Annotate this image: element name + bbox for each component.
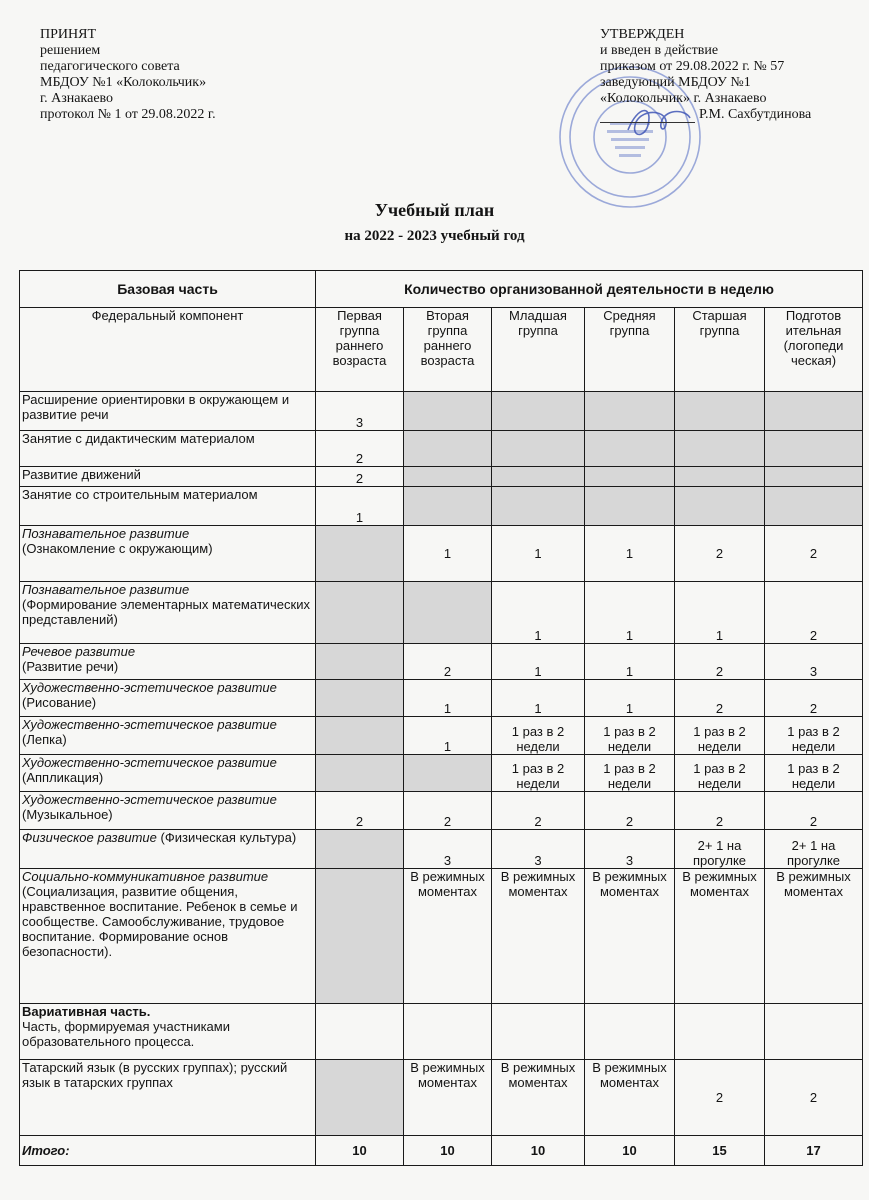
row-label-section: Вариативная часть.: [22, 1004, 151, 1019]
row-label: [20, 680, 316, 717]
group-header: Младшая группа: [492, 308, 585, 392]
cell-value: [585, 467, 675, 487]
table-row: [20, 392, 863, 431]
cell-value: [316, 526, 404, 582]
total-value: 17: [765, 1136, 863, 1166]
cell-value: В режимных моментах: [585, 869, 675, 1004]
cell-value: 2: [675, 644, 765, 680]
cell-value: [585, 1004, 675, 1060]
cell-value: [492, 431, 585, 467]
cell-value: [404, 755, 492, 792]
approval-right-line: заведующий МБДОУ №1: [600, 75, 751, 90]
row-label: [20, 644, 316, 680]
header-federal-component: Федеральный компонент: [20, 308, 316, 392]
signature-row: [600, 107, 811, 123]
cell-value: 1: [492, 582, 585, 644]
approval-block-left: [40, 27, 216, 123]
cell-value: [492, 467, 585, 487]
cell-value: [492, 392, 585, 431]
row-label-detail: (Развитие речи): [22, 659, 119, 674]
approval-left-line: г. Азнакаево: [40, 91, 114, 106]
cell-value: 1 раз в 2 недели: [492, 755, 585, 792]
row-label-area: Познавательное развитие: [22, 582, 190, 597]
cell-value: 2: [765, 526, 863, 582]
page-title: Учебный план: [374, 200, 495, 220]
cell-value: В режимных моментах: [404, 869, 492, 1004]
cell-value: 2: [585, 792, 675, 830]
cell-value: 2: [675, 680, 765, 717]
row-label: [20, 830, 316, 869]
row-label: [20, 792, 316, 830]
approval-right-line: приказом от 29.08.2022 г. № 57: [600, 59, 785, 74]
cell-value: 3: [765, 644, 863, 680]
cell-value: 2: [316, 431, 404, 467]
signer-name: Р.М. Сахбутдинова: [699, 107, 812, 122]
cell-value: В режимных моментах: [492, 1060, 585, 1136]
cell-value: [675, 467, 765, 487]
row-label-detail: (Аппликация): [22, 770, 104, 785]
approval-right-line: УТВЕРЖДЕН: [600, 27, 685, 42]
cell-value: 2: [765, 680, 863, 717]
cell-value: [585, 431, 675, 467]
approval-block-right: [600, 27, 811, 123]
row-label-area: Речевое развитие: [22, 644, 136, 659]
cell-value: 1 раз в 2 недели: [765, 755, 863, 792]
cell-value: [765, 392, 863, 431]
cell-value: В режимных моментах: [675, 869, 765, 1004]
row-label: [20, 755, 316, 792]
cell-value: 1: [404, 717, 492, 755]
cell-value: 1 раз в 2 недели: [585, 755, 675, 792]
row-label: Занятие со строительным материалом: [20, 487, 316, 526]
row-label: [20, 526, 316, 582]
cell-value: 2: [675, 792, 765, 830]
total-value: 10: [316, 1136, 404, 1166]
cell-value: [765, 431, 863, 467]
signature-line: [600, 110, 695, 123]
table-row: [20, 487, 863, 526]
cell-value: 3: [404, 830, 492, 869]
group-header: Старшая группа: [675, 308, 765, 392]
row-label-detail: (Формирование элементарных математических представлений): [22, 597, 310, 627]
row-label: [20, 869, 316, 1004]
table-row: [20, 431, 863, 467]
row-label-detail: (Социализация, развитие общения, нравственное воспитание. Ребенок в семье и сообществе. Самообслуживание, трудовое воспитание. Формирование основ безопасности).: [22, 884, 298, 959]
cell-value: 2: [765, 792, 863, 830]
table-row: [20, 582, 863, 644]
row-label: Расширение ориентировки в окружающем и развитие речи: [20, 392, 316, 431]
total-value: 15: [675, 1136, 765, 1166]
group-header: Вторая группа раннего возраста: [404, 308, 492, 392]
approval-left-line: ПРИНЯТ: [40, 27, 97, 42]
cell-value: 2: [675, 526, 765, 582]
cell-value: 2: [404, 644, 492, 680]
cell-value: [316, 1060, 404, 1136]
row-label-area: Познавательное развитие: [22, 526, 190, 541]
cell-value: 1 раз в 2 недели: [675, 717, 765, 755]
cell-value: [316, 582, 404, 644]
cell-value: 1: [585, 526, 675, 582]
header-base-part: Базовая часть: [20, 271, 316, 308]
cell-value: 2: [316, 792, 404, 830]
cell-value: 2: [492, 792, 585, 830]
cell-value: В режимных моментах: [404, 1060, 492, 1136]
row-label-area: Художественно-эстетическое развитие: [22, 792, 277, 807]
cell-value: 2+ 1 на прогулке: [765, 830, 863, 869]
cell-value: В режимных моментах: [585, 1060, 675, 1136]
cell-value: [404, 392, 492, 431]
cell-value: [765, 487, 863, 526]
cell-value: 1: [585, 644, 675, 680]
cell-value: [316, 755, 404, 792]
cell-value: [675, 431, 765, 467]
row-label: Татарский язык (в русских группах); русский язык в татарских группах: [20, 1060, 316, 1136]
cell-value: 1: [492, 680, 585, 717]
row-label-detail: (Физическая культура): [160, 830, 297, 845]
row-label-detail: (Рисование): [22, 695, 97, 710]
table-row: [20, 467, 863, 487]
cell-value: 1: [585, 582, 675, 644]
approval-left-line: педагогического совета: [40, 59, 180, 74]
row-label-detail: (Музыкальное): [22, 807, 113, 822]
cell-value: 2: [675, 1060, 765, 1136]
table-row: [20, 1004, 863, 1060]
table-row: [20, 680, 863, 717]
cell-value: [675, 1004, 765, 1060]
cell-value: 1 раз в 2 недели: [492, 717, 585, 755]
total-value: 10: [492, 1136, 585, 1166]
cell-value: 1 раз в 2 недели: [675, 755, 765, 792]
cell-value: [404, 582, 492, 644]
cell-value: 2: [765, 1060, 863, 1136]
cell-value: 1: [675, 582, 765, 644]
row-label: [20, 1004, 316, 1060]
row-label-area: Социально-коммуникативное развитие: [22, 869, 269, 884]
cell-value: [404, 467, 492, 487]
cell-value: [765, 467, 863, 487]
table-row: [20, 830, 863, 869]
approval-right-line: «Колокольчик» г. Азнакаево: [600, 91, 767, 106]
approval-left-line: протокол № 1 от 29.08.2022 г.: [40, 107, 216, 122]
cell-value: [404, 1004, 492, 1060]
cell-value: [316, 1004, 404, 1060]
cell-value: [585, 392, 675, 431]
total-value: 10: [404, 1136, 492, 1166]
cell-value: 2: [316, 467, 404, 487]
cell-value: 2: [765, 582, 863, 644]
cell-value: [492, 487, 585, 526]
cell-value: В режимных моментах: [765, 869, 863, 1004]
table-row: [20, 717, 863, 755]
cell-value: [675, 487, 765, 526]
cell-value: 3: [492, 830, 585, 869]
approval-left-line: МБДОУ №1 «Колокольчик»: [40, 75, 207, 90]
row-label: Развитие движений: [20, 467, 316, 487]
cell-value: [316, 830, 404, 869]
cell-value: [316, 717, 404, 755]
row-label-detail: Часть, формируемая участниками образовательного процесса.: [22, 1019, 230, 1049]
row-label-area: Художественно-эстетическое развитие: [22, 680, 277, 695]
row-label-area: Физическое развитие: [22, 830, 157, 845]
table-row: [20, 1060, 863, 1136]
table-row: [20, 526, 863, 582]
row-label-area: Художественно-эстетическое развитие: [22, 717, 277, 732]
cell-value: В режимных моментах: [492, 869, 585, 1004]
table-row: [20, 792, 863, 830]
cell-value: 1: [404, 680, 492, 717]
group-header: Первая группа раннего возраста: [316, 308, 404, 392]
row-label: [20, 582, 316, 644]
group-header: Средняя группа: [585, 308, 675, 392]
cell-value: [404, 431, 492, 467]
row-label: Занятие с дидактическим материалом: [20, 431, 316, 467]
row-label-detail: (Лепка): [22, 732, 67, 747]
cell-value: 1 раз в 2 недели: [765, 717, 863, 755]
cell-value: [585, 487, 675, 526]
total-label: Итого:: [20, 1136, 316, 1166]
cell-value: [675, 392, 765, 431]
table-row: [20, 644, 863, 680]
cell-value: [404, 487, 492, 526]
cell-value: 1: [492, 644, 585, 680]
cell-value: [316, 680, 404, 717]
approval-left-line: решением: [40, 43, 101, 58]
approval-right-line: и введен в действие: [600, 43, 719, 58]
page-subtitle: на 2022 - 2023 учебный год: [344, 228, 525, 244]
cell-value: [316, 644, 404, 680]
row-label: [20, 717, 316, 755]
cell-value: [765, 1004, 863, 1060]
table-row: [20, 869, 863, 1004]
cell-value: 1: [585, 680, 675, 717]
curriculum-table: [19, 270, 863, 1166]
cell-value: 2+ 1 на прогулке: [675, 830, 765, 869]
cell-value: [316, 869, 404, 1004]
cell-value: 3: [316, 392, 404, 431]
total-value: 10: [585, 1136, 675, 1166]
group-header: Подготов ительная (логопеди ческая): [765, 308, 863, 392]
header-activity-count: Количество организованной деятельности в неделю: [316, 271, 863, 308]
row-label-area: Художественно-эстетическое развитие: [22, 755, 277, 770]
row-label-detail: (Ознакомление с окружающим): [22, 541, 213, 556]
total-row: [20, 1136, 863, 1166]
cell-value: 1: [492, 526, 585, 582]
table-row: [20, 755, 863, 792]
cell-value: 1: [316, 487, 404, 526]
cell-value: 2: [404, 792, 492, 830]
cell-value: 3: [585, 830, 675, 869]
cell-value: [492, 1004, 585, 1060]
cell-value: 1: [404, 526, 492, 582]
cell-value: 1 раз в 2 недели: [585, 717, 675, 755]
